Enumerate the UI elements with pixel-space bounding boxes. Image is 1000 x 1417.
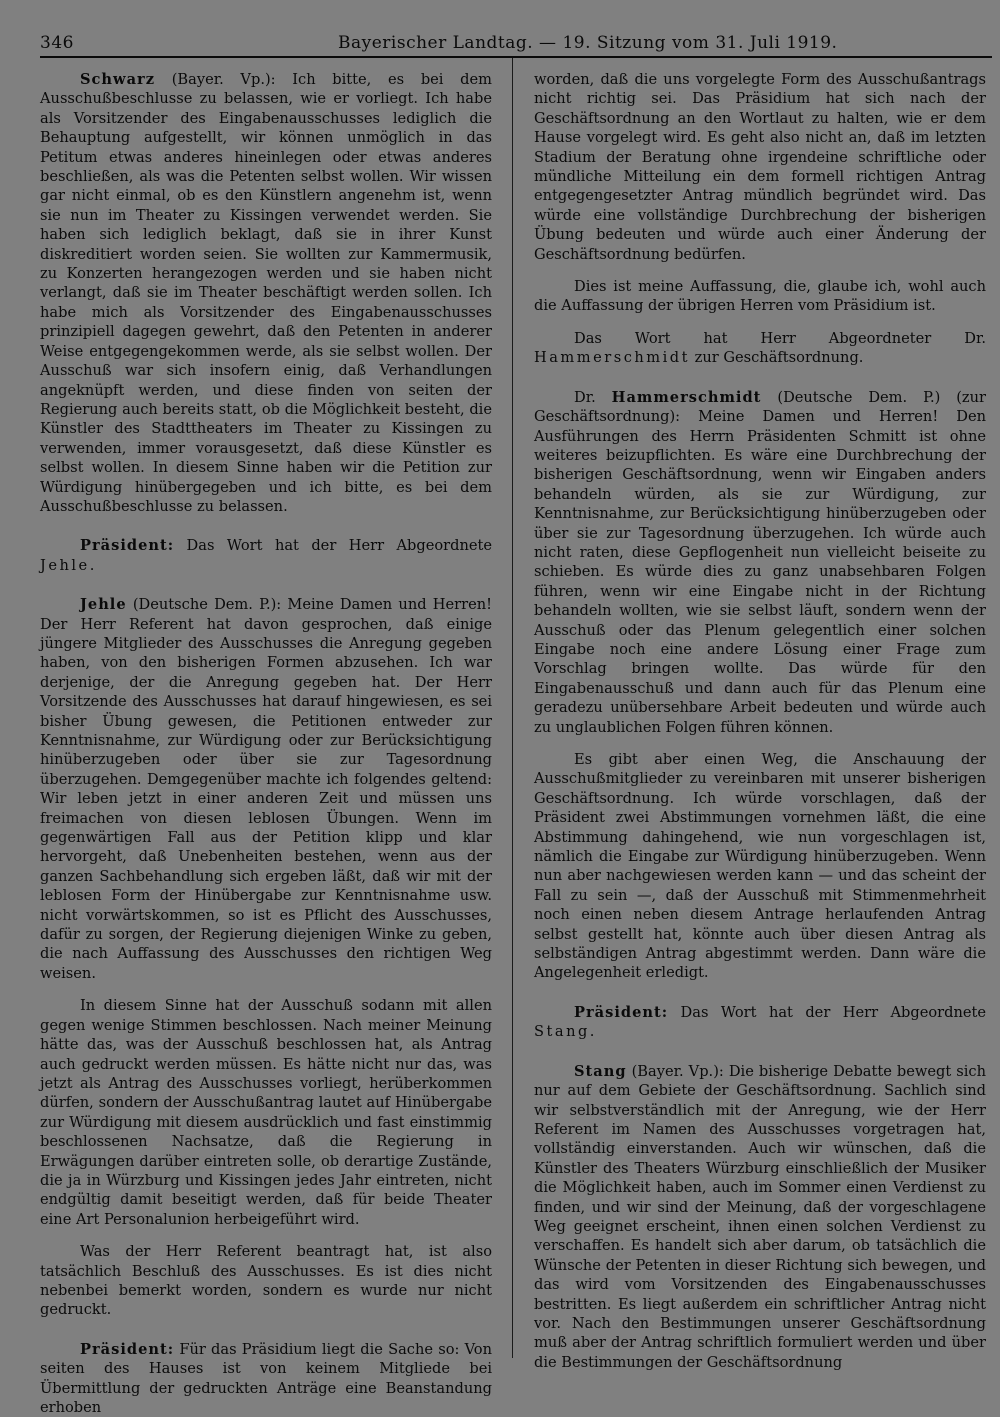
paragraph [40, 996, 492, 1229]
paragraph [534, 277, 986, 316]
paragraph [40, 595, 492, 983]
paragraph [40, 1340, 492, 1417]
speaker-name: Jehle [80, 596, 127, 614]
paragraph-text: zur Geschäftsordnung. [690, 349, 864, 367]
paragraph [534, 1062, 986, 1373]
paragraph [40, 1242, 492, 1320]
paragraph-text: In diesem Sinne hat der Ausschuß sodann mit allen gegen wenige Stimmen beschlossen. Nach meiner Meinung hätte das, was der Ausschuß beschlossen hat, als Antrag auch gedruckt werden müssen. Es hätte nicht nur das, was jetzt als Antrag des Ausschusses vorliegt, herüberkommen dürfen, sondern der Ausschußantrag lautet auf Hinübergabe zur Würdigung mit diesem ausdrücklich und fast einstimmig beschlossenen Nachsatze, daß die Regierung in Erwägungen darüber eintreten solle, ob derartige Zustände, die ja in Würzburg und Kissingen jedes Jahr eintreten, nicht endgültig damit beseitigt werden, daß für beide Theater eine Art Personalunion herbeigeführt wird. [40, 997, 492, 1228]
paragraph-text: (Deutsche Dem. P.) (zur Geschäftsordnung): Meine Damen und Herren! Den Ausführungen des Herrn Präsidenten Schmitt ist ohne weiteres beizupflichten. Es wäre eine Durchbrechung der bisherigen Geschäftsordnung, wenn wir Eingaben anders behandeln würden, als sie zur Würdigung, zur Kenntnisnahme, zur Berücksichtigung hinüberzugeben oder über sie zur Tagesordnung überzugehen. Ich würde auch nicht raten, diese Gepflogenheit nun vielleicht beiseite zu schieben. Es würde dies zu ganz unabsehbaren Folgen führen, wenn wir eine Eingabe nicht in der Richtung behandeln wollten, wie sie selbst läuft, sondern wenn der Ausschuß oder das Plenum gelegentlich einer solchen Eingabe noch eine andere Lösung einer Frage zum Vorschlag bringen wollte. Das würde für den Eingabenausschuß und dann auch für das Plenum eine geradezu unübersehbare Arbeit bedeuten und würde auch zu unglaublichen Folgen führen können. [534, 388, 986, 736]
speaker-name: Schwarz [80, 71, 156, 88]
speaker-name: Präsident: [80, 1340, 175, 1358]
right-column [534, 70, 986, 1372]
paragraph [40, 70, 492, 516]
paragraph [534, 70, 986, 264]
spaced-name: Stang. [534, 1023, 597, 1041]
paragraph [534, 329, 986, 368]
paragraph-text: (Bayer. Vp.): Die bisherige Debatte bewegt sich nur auf dem Gebiete der Geschäftsordnung. Sachlich sind wir selbstverständlich mit der Anregung, wie der Herr Referent im Namen des Ausschusses vorgetragen hat, vollständig einverstanden. Auch wir wünschen, daß die Künstler des Theaters Würzburg einschließlich der Musiker die Möglichkeit haben, auch im Sommer einen Verdienst zu finden, und wir sind der Meinung, daß der vorgeschlagene Weg geeignet erscheint, ihnen einen solchen Verdienst zu verschaffen. Es handelt sich aber darum, ob tatsächlich die Wünsche der Petenten in dieser Richtung sich bewegen, und das wird vom Vorsitzenden des Eingabenausschusses bestritten. Es liegt außerdem ein schriftlicher Antrag nicht vor. Nach den Bestimmungen unserer Geschäftsordnung muß aber der Antrag schriftlich formuliert werden und über die Bestimmungen der Geschäftsordnung [534, 1062, 986, 1371]
paragraph-text: Es gibt aber einen Weg, die Anschauung der Ausschußmitglieder zu vereinbaren mit unserer bisherigen Geschäftsordnung. Ich würde vorschlagen, daß der Präsident zwei Abstimmungen vornehmen läßt, die eine Abstimmung dahingehend, wie nun vorgeschlagen ist, nämlich die Eingabe zur Würdigung hinüberzugeben. Wenn nun aber nachgewiesen werden kann — und das scheint der Fall zu sein —, daß der Ausschuß mit Stimmenmehrheit noch einen neben diesem Antrage herlaufenden Antrag selbst gestellt hat, könnte auch über diesen Antrag als selbständigen Antrag abgestimmt werden. Dann wäre die Angelegenheit erledigt. [534, 751, 986, 982]
paragraph [40, 536, 492, 575]
paragraph-text: Das Wort hat der Herr Abgeordnete [668, 1003, 986, 1021]
paragraph-text: (Bayer. Vp.): Ich bitte, es bei dem Ausschußbeschlusse zu belassen, wie er vorliegt. Ich habe als Vorsitzender des Eingabenausschusses lediglich die Behauptung aufgestellt, wir können unmöglich in das Petitum etwas anderes hineinlegen oder etwas anderes beschließen, als was die Petenten selbst wollen. Wir wissen gar nicht einmal, ob es den Künstlern angenehm ist, wenn sie nun im Theater zu Kissingen verwendet werden. Sie haben sich lediglich beklagt, daß sie in ihrer Kunst diskreditiert worden seien. Sie wollten zur Kammermusik, zu Konzerten herangezogen werden und sie haben nicht verlangt, daß sie im Theater beschäftigt werden sollen. Ich habe mich als Vorsitzender des Eingabenausschusses prinzipiell dagegen gewehrt, daß den Petenten in anderer Weise entgegengekommen werde, als sie selbst wollen. Der Ausschuß war sich insofern einig, daß Verhandlungen angeknüpft werden, und diese finden von seiten der Regierung auch bereits statt, ob die Möglichkeit besteht, die Künstler des Stadttheaters im Theater zu Kissingen zu verwenden, immer vorausgesetzt, daß diese Künstler es selbst wollen. In diesem Sinne haben wir die Petition zur Würdigung hinübergegeben und ich bitte, es bei dem Ausschußbeschlusse zu belassen. [40, 71, 492, 515]
page-number: 346 [40, 33, 74, 53]
paragraph [534, 750, 986, 983]
paragraph [534, 1003, 986, 1042]
page-header [40, 30, 990, 56]
speaker-name: Präsident: [80, 537, 175, 555]
paragraph [534, 388, 986, 737]
paragraph-text: Für das Präsidium liegt die Sache so: Von seiten des Hauses ist von keinem Mitgliede bei Übermittlung der gedruckten Anträge eine Beanstandung erhoben [40, 1340, 492, 1416]
paragraph-text: (Deutsche Dem. P.): Meine Damen und Herren! Der Herr Referent hat davon gesprochen, daß einige jüngere Mitglieder des Ausschusses die Anregung gegeben haben, von den bisherigen Formen abzusehen. Ich war derjenige, der die Anregung gegeben hat. Der Herr Vorsitzende des Ausschusses hat darauf hingewiesen, es sei bisher Übung gewesen, die Petitionen entweder zur Kenntnisnahme, zur Würdigung oder zur Berücksichtigung hinüberzugeben oder über sie zur Tagesordnung überzugehen. Demgegenüber machte ich folgendes geltend: Wir leben jetzt in einer anderen Zeit und müssen uns freimachen von diesen leblosen Übungen. Wenn im gegenwärtigen Fall aus der Petition klipp und klar hervorgeht, daß Unebenheiten bestehen, wenn aus der ganzen Sachbehandlung sich ergeben läßt, daß wir mit der leblosen Form der Hinübergabe zur Kenntnisnahme usw. nicht vorwärtskommen, so ist es Pflicht des Ausschusses, dafür zu sorgen, der Regierung diejenigen Winke zu geben, die nach Auffassung des Ausschusses den richtigen Weg weisen. [40, 596, 492, 982]
paragraph-text: Was der Herr Referent beantragt hat, ist also tatsächlich Beschluß des Ausschusses. Es ist dies nicht nebenbei bemerkt worden, sondern es wurde nur nicht gedruckt. [40, 1243, 492, 1319]
speaker-title: Dr. [574, 388, 612, 406]
paragraph-text: Das Wort hat Herr Abgeordneter Dr. [574, 329, 986, 347]
header-rule [40, 56, 992, 58]
spaced-name: Jehle. [40, 556, 97, 574]
paragraph-text: Dies ist meine Auffassung, die, glaube ich, wohl auch die Auffassung der übrigen Herren vom Präsidium ist. [534, 278, 986, 315]
running-title: Bayerischer Landtag. — 19. Sitzung vom 31. Juli 1919. [338, 33, 838, 53]
paragraph-text: Das Wort hat der Herr Abgeordnete [174, 537, 492, 555]
left-column [40, 70, 492, 1417]
speaker-name: Präsident: [574, 1003, 669, 1021]
column-divider [512, 58, 513, 1358]
paragraph-text: worden, daß die uns vorgelegte Form des Ausschußantrags nicht richtig sei. Das Präsidium hat sich nach der Geschäftsordnung an den Wortlaut zu halten, wie er dem Hause vorgelegt wird. Es geht also nicht an, daß im letzten Stadium der Beratung ohne irgendeine schriftliche oder mündliche Mitteilung ein dem formell richtigen Antrag entgegengesetzter Antrag mündlich begründet wird. Das würde eine vollständige Durchbrechung der bisherigen Übung bedeuten und würde auch einer Änderung der Geschäftsordnung bedürfen. [534, 71, 986, 263]
speaker-name: Hammerschmidt [611, 388, 762, 406]
speaker-name: Stang [574, 1062, 627, 1080]
spaced-name: Hammerschmidt [534, 349, 690, 367]
